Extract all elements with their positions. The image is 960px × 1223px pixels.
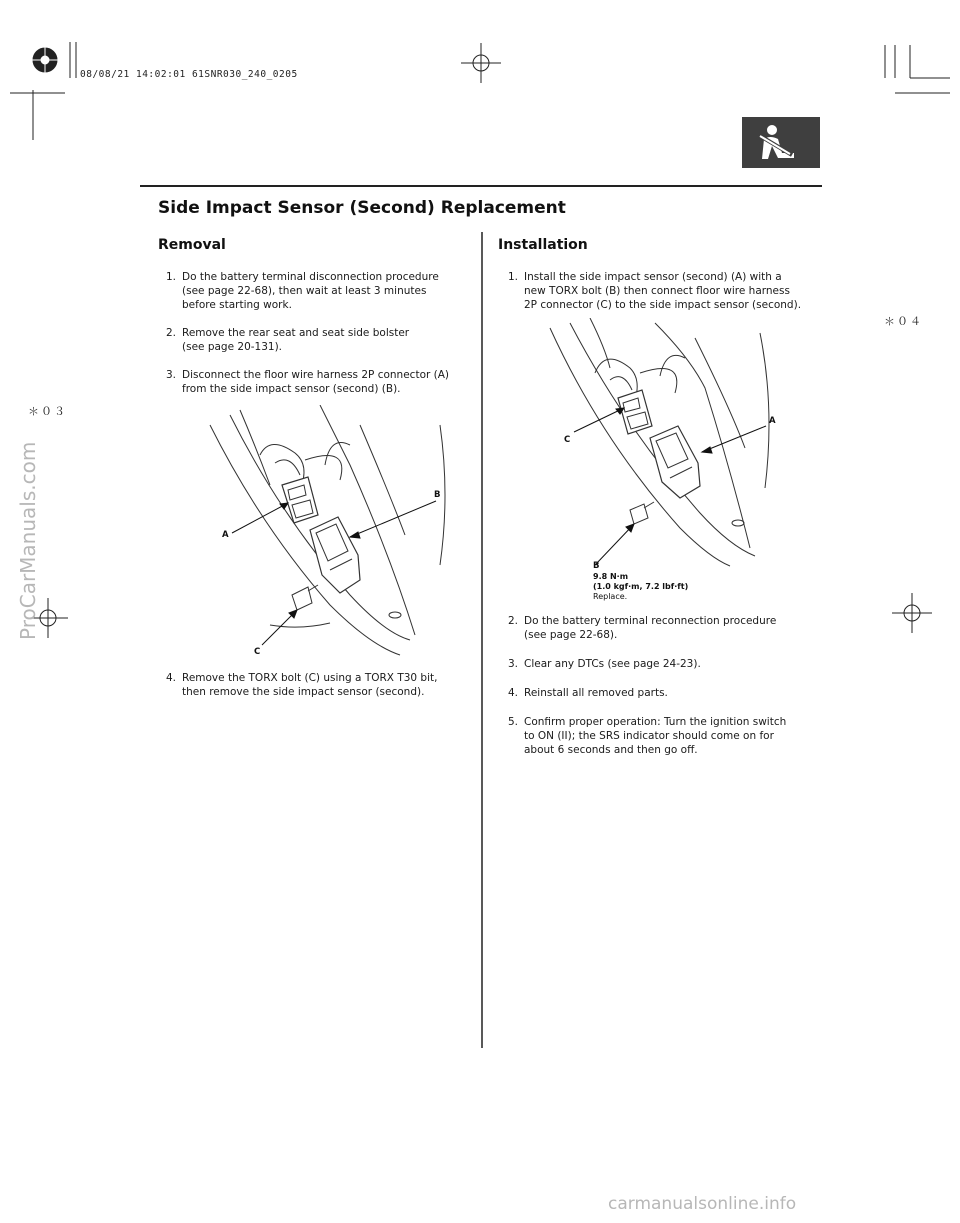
- installation-step-5: 5. Confirm proper operation: Turn the ignition switch to ON (II); the SRS indicator should come on for about 6 seconds and then go off.: [508, 716, 787, 756]
- removal-label-a: A: [222, 530, 229, 540]
- removal-figure: [200, 405, 460, 665]
- installation-heading: Installation: [498, 237, 588, 253]
- installation-label-b: B: [593, 561, 600, 571]
- watermark-bottom: carmanualsonline.info: [608, 1194, 797, 1214]
- removal-label-b: B: [434, 490, 441, 500]
- print-stamp: 08/08/21 14:02:01 61SNR030_240_0205: [80, 69, 298, 80]
- installation-step-2: 2. Do the battery terminal reconnection procedure (see page 22-68).: [508, 615, 777, 641]
- removal-step-3: 3. Disconnect the floor wire harness 2P connector (A) from the side impact sensor (second) (B).: [166, 369, 450, 395]
- installation-label-c: C: [564, 435, 571, 445]
- installation-step-4: 4. Reinstall all removed parts.: [508, 687, 668, 699]
- seatbelt-srs-icon: [742, 117, 820, 168]
- page-title: Side Impact Sensor (Second) Replacement: [158, 198, 566, 218]
- installation-step-3: 3. Clear any DTCs (see page 24-23).: [508, 658, 701, 670]
- removal-step-4: 4. Remove the TORX bolt (C) using a TORX T30 bit, then remove the side impact sensor (second).: [166, 672, 438, 698]
- torque-note: Replace.: [593, 592, 628, 601]
- side-mark-left: ＊０３: [28, 405, 67, 418]
- removal-step-1: 1. Do the battery terminal disconnection procedure (see page 22-68), then wait at least 3 minutes before starting work.: [166, 271, 439, 311]
- side-mark-right: ＊０４: [884, 315, 923, 328]
- removal-step-2: 2. Remove the rear seat and seat side bolster (see page 20-131).: [166, 327, 410, 353]
- watermark-left: ProCarManuals.com: [16, 441, 40, 640]
- installation-step-1: 1. Install the side impact sensor (second) (A) with a new TORX bolt (B) then connect floor wire harness 2P connector (C) to the side impact sensor (second).: [508, 271, 802, 311]
- removal-label-c: C: [254, 647, 261, 657]
- installation-label-a: A: [769, 416, 776, 426]
- torque-value: 9.8 N·m: [593, 572, 629, 581]
- installation-figure: [530, 318, 790, 578]
- torque-spec: [593, 572, 688, 602]
- torque-alt: (1.0 kgf·m, 7.2 lbf·ft): [593, 582, 689, 591]
- removal-heading: Removal: [158, 237, 226, 253]
